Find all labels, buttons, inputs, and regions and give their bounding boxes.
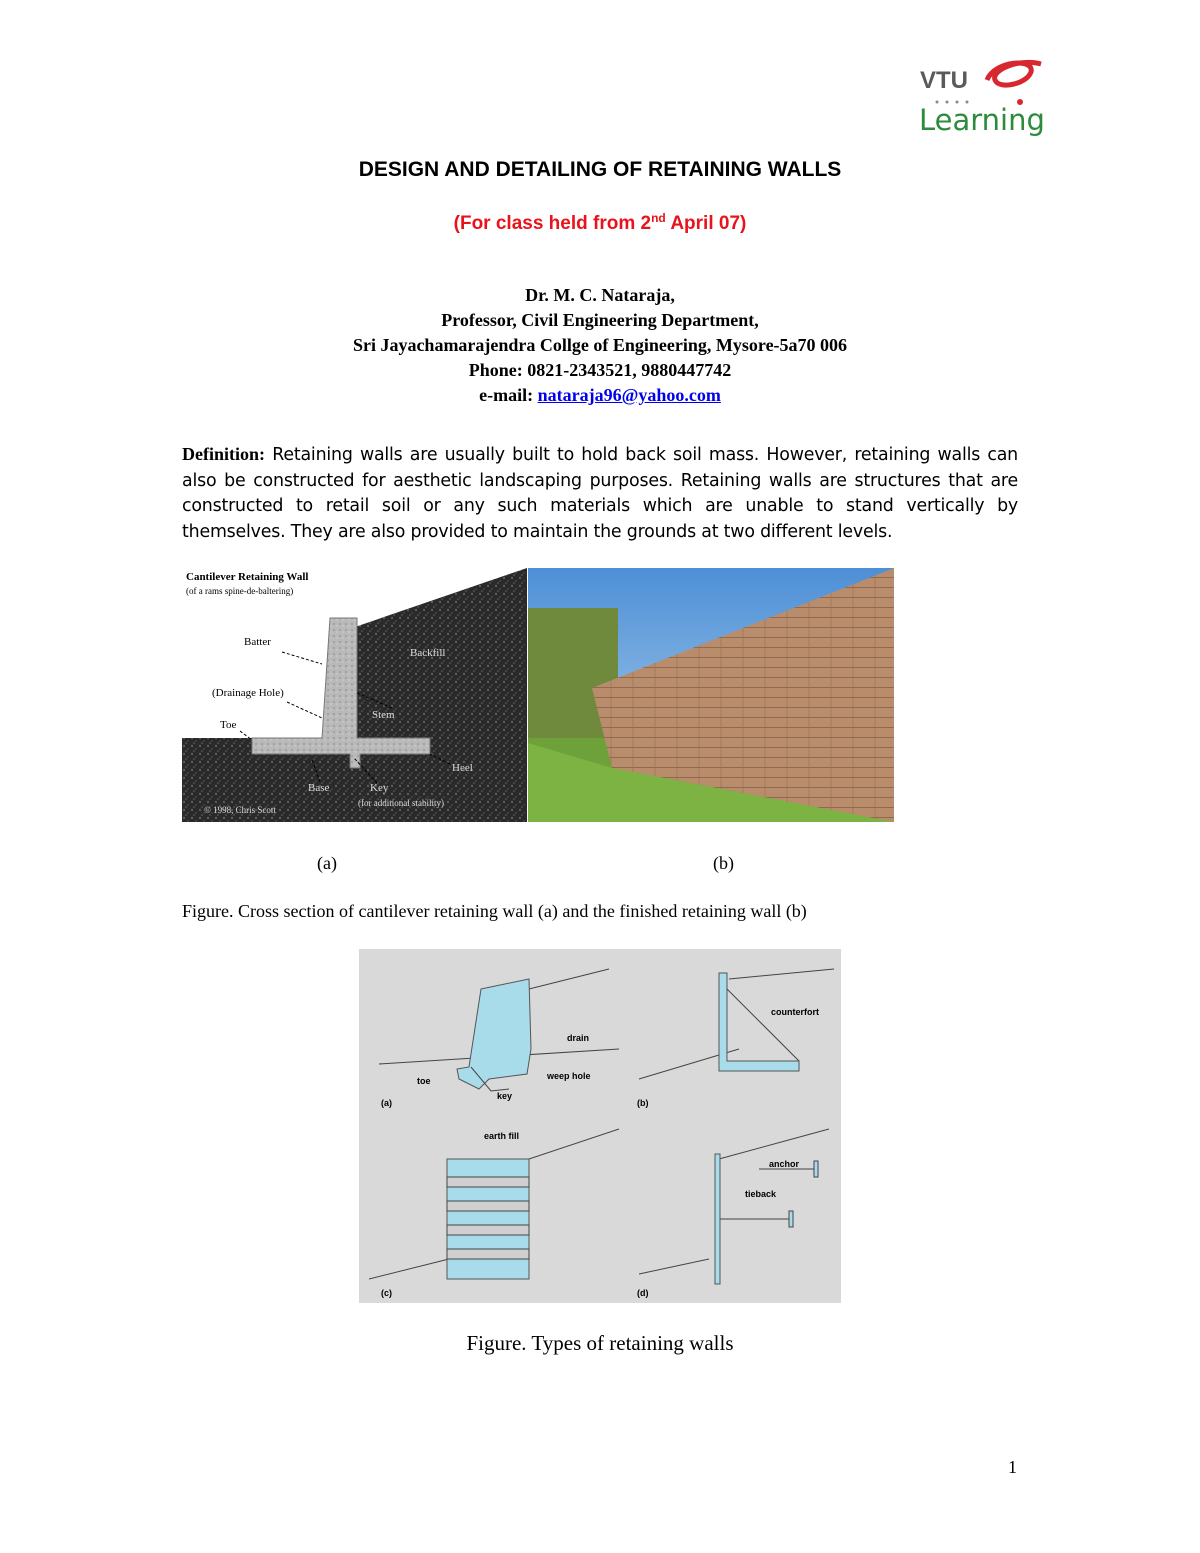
label-counterfort: counterfort [771,1007,819,1017]
diag-key-note: (for additional stability) [358,798,444,808]
diag-copyright: © 1998, Chris Scott [204,805,276,815]
diag-toe: Toe [220,719,237,731]
diag-batter: Batter [244,636,271,648]
figure1-caption: Figure. Cross section of cantilever retaining wall (a) and the finished retaining wall (b) [182,901,807,921]
vtu-elearning-logo [915,50,1055,140]
label-c: (c) [381,1288,392,1298]
page-number: 1 [1008,1457,1017,1477]
label-key: key [497,1091,513,1101]
diag-subtitle: (of a rams spine-de-baltering) [186,586,294,596]
email-label: e-mail: [479,385,538,405]
author-position: Professor, Civil Engineering Department, [441,310,759,330]
class-date-sup: nd [651,211,666,225]
label-b: (b) [637,1098,649,1108]
definition-label: Definition: [182,444,265,464]
label-anchor: anchor [769,1159,800,1169]
figure-label-b: (b) [713,853,734,873]
label-tieback: tieback [745,1189,777,1199]
logo-vtu-text: VTU [920,67,968,94]
label-drain: drain [567,1033,590,1043]
diag-drainage: (Drainage Hole) [212,687,284,699]
author-phone: Phone: 0821-2343521, 9880447742 [468,360,732,380]
author-block [0,283,1200,408]
diag-heel: Heel [452,762,473,774]
diag-title: Cantilever Retaining Wall [186,571,309,583]
definition-paragraph [182,442,1018,545]
page-title: DESIGN AND DETAILING OF RETAINING WALLS [358,158,842,181]
diag-base: Base [308,782,330,794]
label-d: (d) [637,1288,649,1298]
figure-label-a: (a) [317,853,337,873]
figure-types-of-walls [359,949,841,1303]
figure-cantilever-wall [182,568,894,822]
author-email-line [0,383,1200,408]
email-link[interactable]: nataraja96@yahoo.com [537,385,721,405]
diag-key: Key [370,782,389,794]
label-weep-hole: weep hole [547,1071,591,1081]
label-earth-fill: earth fill [484,1131,520,1141]
author-institution: Sri Jayachamarajendra Collge of Engineering, Mysore-5a70 006 [352,335,848,355]
definition-text: Retaining walls are usually built to hold back soil mass. However, retaining walls can also be constructed for aesthetic landscaping purposes. Retaining walls are structures that are constructed to retail soil or any such materials which are unable to stand vertically by themselves. They are also provided to maintain the grounds at two different levels. [182,445,1018,542]
logo-learning-text: Learning [919,103,1045,137]
label-a: (a) [381,1098,392,1108]
class-date-prefix: (For class held from 2 [453,213,652,234]
class-date [0,213,1200,235]
diag-backfill: Backfill [410,647,446,659]
figure2-caption: Figure. Types of retaining walls [466,1331,734,1355]
author-name: Dr. M. C. Nataraja, [525,285,675,305]
class-date-suffix: April 07) [665,213,747,234]
label-toe: toe [417,1076,431,1086]
diag-stem: Stem [372,709,395,721]
